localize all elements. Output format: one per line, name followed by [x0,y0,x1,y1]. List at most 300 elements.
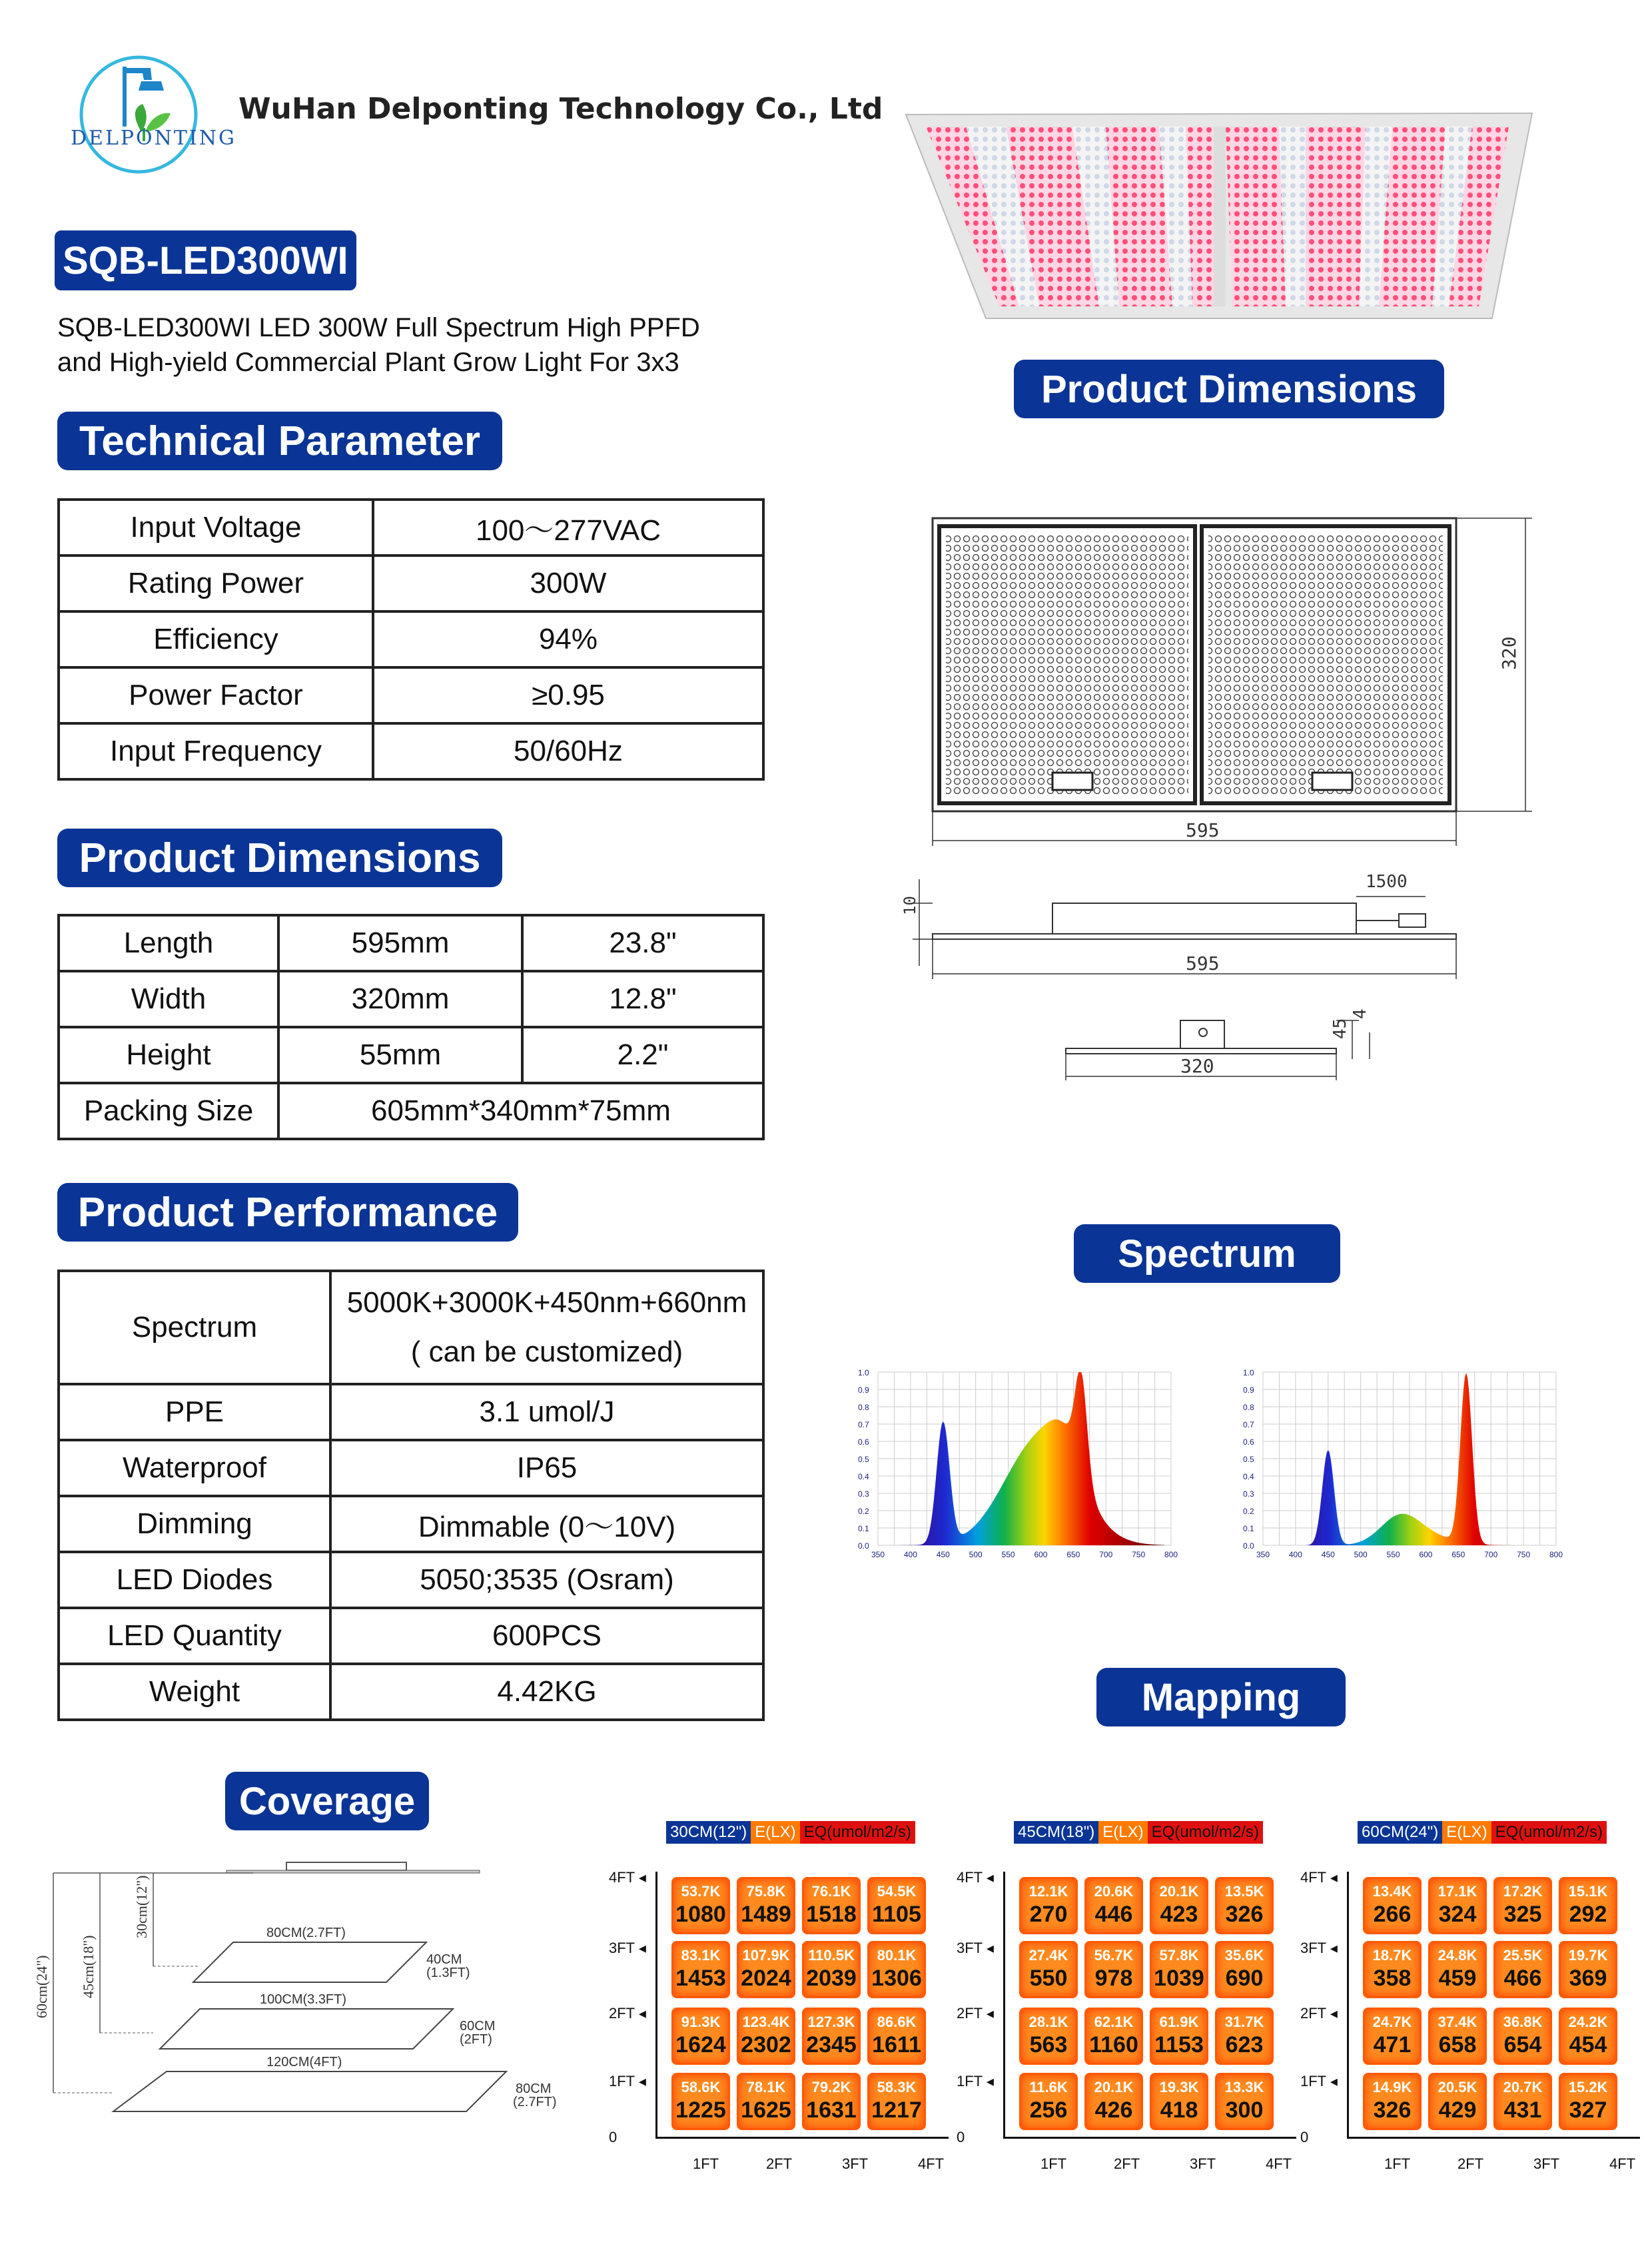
map-y-label: 3FT ◂ [1300,1940,1338,1956]
map-cell [867,1877,926,1934]
map-legend [666,1821,915,1844]
map-cell-lux: 86.6K [877,2014,917,2030]
map-cell-ppfd: 423 [1160,1902,1198,1927]
dim-label-side-height: 10 [901,896,919,915]
coverage-width-label: 40CM [426,1952,462,1967]
map-legend-eq: EQ(umol/m2/s) [1491,1821,1607,1844]
perf-label: PPE [59,1384,330,1440]
map-cell-ppfd: 1153 [1154,2032,1204,2057]
model-badge: SQB-LED300WI [55,230,356,290]
coverage-width-label: (2FT) [460,2032,492,2047]
map-cell [1084,2008,1143,2065]
map-cell-lux: 127.3K [807,2014,855,2030]
axis-tick-label: 0.2 [1243,1507,1254,1516]
map-cell [671,2073,730,2130]
map-cell-lux: 83.1K [681,1947,721,1964]
coverage-height-label: 45cm(18") [80,1935,97,1998]
map-cell-ppfd: 654 [1503,2032,1542,2057]
map-cell-ppfd: 623 [1225,2032,1264,2057]
map-x-label: 3FT [1190,2155,1216,2172]
map-cell-ppfd: 978 [1094,1966,1133,1991]
dim-packing: 605mm*340mm*75mm [278,1083,763,1139]
map-cell [1019,2073,1078,2130]
map-cell-lux: 15.1K [1568,1883,1608,1900]
axis-tick-label: 800 [1164,1550,1178,1559]
map-y-label: 0 [609,2129,618,2145]
spectrum-chart-full [838,1359,1184,1579]
axis-tick-label: 0.1 [858,1524,869,1533]
axis-tick-label: 0.5 [1243,1455,1254,1464]
section-title-performance: Product Performance [57,1183,518,1242]
map-cell-lux: 13.5K [1224,1883,1264,1900]
axis-tick-label: 350 [871,1550,885,1559]
map-cell-lux: 27.4K [1029,1947,1068,1964]
perf-value: IP65 [330,1440,763,1496]
map-legend-lx: E(LX) [1098,1821,1147,1844]
perf-label: Weight [59,1664,330,1720]
axis-tick-label: 650 [1451,1550,1465,1559]
map-legend [1358,1821,1607,1844]
map-cell [737,1877,795,1934]
axis-tick-label: 0.7 [858,1420,869,1429]
spectrum-chart-red [1223,1359,1569,1579]
dim-label-top-length: 595 [1186,819,1220,841]
map-cell-lux: 91.3K [681,2014,721,2030]
performance-table [57,1270,765,1721]
map-cell-ppfd: 431 [1503,2097,1542,2123]
map-x-label: 2FT [1114,2155,1140,2172]
axis-tick-label: 1.0 [858,1368,869,1377]
map-cell [1559,2073,1617,2130]
map-cell-lux: 123.4K [742,2014,790,2030]
dim-mm: 320mm [278,971,522,1027]
map-cell [1215,2008,1274,2065]
map-cell [1493,1941,1552,1998]
coverage-length-label: 100CM(3.3FT) [260,1992,347,2007]
perf-label: LED Quantity [59,1608,330,1664]
map-cell-ppfd: 270 [1029,1902,1068,1927]
map-cell-lux: 13.4K [1372,1883,1412,1900]
map-cell [802,1877,861,1934]
map-y-label: 4FT ◂ [957,1869,994,1886]
map-cell [1363,1877,1422,1934]
dim-label-side-length: 595 [1186,952,1220,974]
map-x-label: 2FT [1457,2155,1484,2172]
map-cell [1428,2008,1487,2065]
axis-tick-label: 800 [1549,1550,1563,1559]
map-cell-lux: 79.2K [811,2079,851,2095]
map-cell-ppfd: 1624 [675,2032,726,2057]
map-cell [867,2008,926,2065]
map-cell [671,2008,730,2065]
map-cell-ppfd: 563 [1029,2032,1068,2057]
map-cell [1493,1877,1552,1934]
coverage-width-label: 60CM [460,2019,496,2034]
map-cell-ppfd: 2345 [806,2032,857,2057]
map-x-label: 1FT [1040,2155,1067,2172]
map-cell-lux: 17.2K [1503,1883,1543,1900]
axis-tick-label: 0.2 [858,1507,869,1516]
map-cell-ppfd: 1611 [872,2032,921,2057]
map-cell-ppfd: 300 [1225,2097,1264,2123]
map-height: 60CM(24") [1358,1821,1442,1844]
map-y-axis [655,1872,657,2138]
param-value: 100～277VAC [373,500,763,556]
map-x-label: 2FT [766,2155,793,2172]
axis-tick-label: 0.6 [858,1437,869,1447]
map-cell-ppfd: 1039 [1154,1966,1204,1991]
dimension-drawing [901,506,1559,1112]
map-cell-ppfd: 446 [1094,1902,1133,1927]
description-line: SQB-LED300WI LED 300W Full Spectrum High PPFD [57,313,700,342]
technical-table [57,498,765,781]
axis-tick-label: 0.5 [858,1455,869,1464]
map-y-label: 4FT ◂ [609,1869,646,1886]
axis-tick-label: 0.6 [1243,1437,1254,1447]
perf-value: 5050;3535 (Osram) [330,1552,763,1608]
map-cell [1493,2073,1552,2130]
param-label: Input Frequency [59,723,373,779]
axis-tick-label: 750 [1132,1550,1146,1559]
map-cell-ppfd: 471 [1373,2032,1412,2057]
map-cell [1019,1877,1078,1934]
dim-label-end-h1: 45 [1330,1018,1350,1039]
axis-tick-label: 0.7 [1243,1420,1254,1429]
map-y-label: 2FT ◂ [609,2005,646,2022]
map-legend-lx: E(LX) [751,1821,799,1844]
param-label: Rating Power [59,556,373,611]
perf-value: Dimmable (0～10V) [330,1496,763,1552]
dim-label-top-width: 320 [1498,636,1520,670]
map-cell [867,2073,926,2130]
map-cell-lux: 80.1K [877,1947,917,1964]
map-cell-lux: 24.7K [1372,2014,1412,2030]
axis-tick-label: 0.8 [1243,1403,1254,1412]
map-cell [1150,2073,1208,2130]
dim-label-end-h2: 4 [1350,1008,1370,1019]
dim-label: Height [59,1027,278,1083]
map-cell-lux: 31.7K [1224,2014,1264,2030]
map-cell [737,2008,795,2065]
dim-inch: 12.8" [522,971,763,1027]
map-cell [1215,1877,1274,1934]
map-cell-ppfd: 466 [1503,1966,1542,1991]
section-title-mapping: Mapping [1096,1668,1346,1726]
map-y-axis [1347,1872,1349,2138]
map-legend-eq: EQ(umol/m2/s) [1148,1821,1263,1844]
map-cell-lux: 24.8K [1438,1947,1477,1964]
map-cell-ppfd: 1080 [675,1902,726,1927]
map-cell-lux: 14.9K [1372,2079,1412,2095]
map-x-label: 4FT [1266,2155,1292,2172]
section-title-spectrum: Spectrum [1074,1224,1340,1283]
logo-text: DELPONTING [71,127,236,150]
coverage-width-label: (2.7FT) [513,2095,557,2109]
map-cell [1215,1941,1274,1998]
param-label: Input Voltage [59,500,373,556]
axis-tick-label: 0.4 [858,1472,869,1481]
perf-spectrum-line: ( can be customized) [410,1335,683,1368]
map-cell [737,2073,795,2130]
map-cell-ppfd: 459 [1438,1966,1477,1991]
map-y-label: 4FT ◂ [1300,1869,1338,1886]
map-cell-ppfd: 292 [1569,1902,1607,1927]
map-cell [1363,2073,1422,2130]
map-x-label: 1FT [693,2155,719,2172]
dim-label: Length [59,915,278,971]
map-cell-lux: 58.3K [877,2079,917,2095]
map-cell-lux: 110.5K [808,1947,855,1964]
param-label: Power Factor [59,667,373,723]
axis-tick-label: 450 [1321,1550,1335,1559]
map-cell [1559,1877,1617,1934]
map-cell-lux: 24.2K [1568,2014,1608,2030]
map-cell [1150,1877,1208,1934]
axis-tick-label: 600 [1419,1550,1433,1559]
map-cell-ppfd: 1518 [806,1902,857,1927]
axis-tick-label: 0.3 [858,1489,869,1499]
axis-tick-label: 650 [1066,1550,1080,1559]
map-cell-ppfd: 1631 [806,2097,857,2123]
map-cell [1150,1941,1208,1998]
map-cell-lux: 20.1K [1094,2079,1134,2095]
map-cell-lux: 36.8K [1503,2014,1543,2030]
description-line: and High-yield Commercial Plant Grow Light For 3x3 [57,348,679,377]
map-cell-lux: 78.1K [746,2079,786,2095]
map-cell-ppfd: 326 [1225,1902,1264,1927]
map-cell [1428,1941,1487,1998]
map-x-axis [1347,2137,1640,2139]
map-x-label: 3FT [842,2155,869,2172]
section-title-coverage: Coverage [225,1772,429,1830]
map-y-axis [1003,1872,1005,2138]
map-cell-lux: 20.7K [1503,2079,1543,2095]
perf-label: Dimming [59,1496,330,1552]
axis-tick-label: 0.1 [1243,1524,1254,1533]
axis-tick-label: 450 [936,1550,950,1559]
map-cell-lux: 19.3K [1159,2079,1199,2095]
section-title-dimensions: Product Dimensions [57,829,502,887]
map-cell [1084,1877,1143,1934]
map-y-label: 1FT ◂ [1300,2073,1338,2089]
map-cell-ppfd: 454 [1569,2032,1607,2057]
dim-inch: 23.8" [522,915,763,971]
map-cell [671,1941,730,1998]
map-cell-ppfd: 658 [1438,2032,1477,2057]
map-cell [671,1877,730,1934]
coverage-height-label: 60cm(24") [33,1955,50,2018]
map-cell-lux: 28.1K [1029,2014,1068,2030]
map-height: 30CM(12") [666,1821,751,1844]
map-x-label: 4FT [918,2155,945,2172]
map-cell [802,2008,861,2065]
param-value: 94% [373,611,763,667]
map-x-axis [655,2137,949,2139]
map-cell-lux: 35.6K [1224,1947,1264,1964]
map-y-label: 3FT ◂ [609,1940,646,1956]
coverage-height-label: 30cm(12") [133,1875,150,1938]
map-cell-lux: 53.7K [681,1883,721,1900]
map-cell-lux: 56.7K [1094,1947,1134,1964]
map-cell [802,2073,861,2130]
map-cell [1084,1941,1143,1998]
product-description [57,310,700,380]
param-label: Efficiency [59,611,373,667]
map-cell-lux: 58.6K [681,2079,721,2095]
dim-label: Width [59,971,278,1027]
map-cell-ppfd: 690 [1225,1966,1264,1991]
map-cell-lux: 20.5K [1438,2079,1477,2095]
map-cell-ppfd: 2039 [806,1966,857,1991]
map-legend-lx: E(LX) [1442,1821,1491,1844]
axis-tick-label: 600 [1034,1550,1048,1559]
axis-tick-label: 0.0 [1243,1541,1254,1551]
axis-tick-label: 350 [1256,1550,1270,1559]
map-cell-ppfd: 358 [1373,1966,1412,1991]
map-cell-lux: 12.1K [1029,1883,1068,1900]
map-cell-ppfd: 1217 [871,2097,922,2123]
map-cell [1150,2008,1208,2065]
param-value: 300W [373,556,763,611]
map-cell-lux: 57.8K [1159,1947,1199,1964]
map-y-label: 2FT ◂ [1300,2005,1338,2022]
map-cell-ppfd: 266 [1373,1902,1412,1927]
axis-tick-label: 0.3 [1243,1489,1254,1499]
axis-tick-label: 700 [1484,1550,1498,1559]
map-cell-ppfd: 1625 [741,2097,791,2123]
map-cell-ppfd: 1105 [872,1902,921,1927]
company-name: WuHan Delponting Technology Co., Ltd [238,92,883,126]
map-cell-lux: 62.1K [1094,2014,1134,2030]
axis-tick-label: 550 [1386,1550,1400,1559]
perf-value: 4.42KG [330,1664,763,1720]
axis-tick-label: 0.0 [858,1541,869,1551]
map-cell-lux: 20.1K [1159,1883,1199,1900]
coverage-width-label: (1.3FT) [426,1966,470,1980]
map-cell [802,1941,861,1998]
map-cell-lux: 20.6K [1094,1883,1134,1900]
map-y-label: 0 [957,2129,965,2145]
map-cell [1019,2008,1078,2065]
map-x-label: 3FT [1533,2155,1560,2172]
dim-inch: 2.2" [522,1027,763,1083]
map-cell-lux: 61.9K [1159,2014,1199,2030]
perf-value: 600PCS [330,1608,763,1664]
coverage-diagram [27,1852,593,2118]
map-cell [1019,1941,1078,1998]
map-cell-ppfd: 418 [1160,2097,1198,2123]
map-cell [1363,2008,1422,2065]
param-value: ≥0.95 [373,667,763,723]
map-x-axis [1003,2137,1296,2139]
map-cell [1084,2073,1143,2130]
map-cell-lux: 19.7K [1568,1947,1608,1964]
logo [64,53,236,180]
axis-tick-label: 0.4 [1243,1472,1254,1481]
map-cell-lux: 11.6K [1029,2079,1068,2095]
map-cell-ppfd: 327 [1569,2097,1607,2123]
map-cell-ppfd: 426 [1094,2097,1133,2123]
coverage-length-label: 80CM(2.7FT) [266,1926,346,1940]
map-cell-ppfd: 1225 [675,2097,726,2123]
param-value: 50/60Hz [373,723,763,779]
section-title-technical: Technical Parameter [57,412,502,470]
map-cell-ppfd: 256 [1029,2097,1068,2123]
axis-tick-label: 400 [1288,1550,1302,1559]
map-cell-ppfd: 324 [1438,1902,1477,1927]
map-cell [1428,1877,1487,1934]
map-cell-lux: 54.5K [877,1883,917,1900]
map-cell-ppfd: 1489 [741,1902,791,1927]
perf-value: 3.1 umol/J [330,1384,763,1440]
map-y-label: 1FT ◂ [609,2073,646,2089]
map-legend [1014,1821,1263,1844]
axis-tick-label: 500 [969,1550,983,1559]
map-cell-lux: 25.5K [1503,1947,1543,1964]
map-cell [1428,2073,1487,2130]
map-cell-ppfd: 1306 [871,1966,922,1991]
map-cell [1559,2008,1617,2065]
map-cell-lux: 75.8K [746,1883,786,1900]
map-cell [1215,2073,1274,2130]
map-cell [1363,1941,1422,1998]
perf-label: Spectrum [59,1271,330,1384]
map-cell-ppfd: 550 [1029,1966,1068,1991]
map-cell-lux: 17.1K [1438,1883,1477,1900]
map-y-label: 0 [1300,2129,1309,2145]
map-height: 45CM(18") [1014,1821,1098,1844]
map-cell [867,1941,926,1998]
map-y-label: 1FT ◂ [957,2073,994,2089]
map-cell-ppfd: 2302 [741,2032,791,2057]
axis-tick-label: 700 [1099,1550,1113,1559]
map-cell-ppfd: 1160 [1089,2032,1138,2057]
axis-tick-label: 400 [903,1550,917,1559]
map-cell-ppfd: 369 [1569,1966,1607,1991]
map-cell [1559,1941,1617,1998]
axis-tick-label: 500 [1354,1550,1368,1559]
map-cell [1493,2008,1552,2065]
dimensions-table [57,914,765,1140]
map-cell-ppfd: 326 [1373,2097,1412,2123]
map-cell-lux: 107.9K [742,1947,790,1964]
map-legend-eq: EQ(umol/m2/s) [800,1821,915,1844]
coverage-width-label: 80CM [516,2081,552,2096]
map-cell-lux: 13.3K [1224,2079,1264,2095]
map-cell [737,1941,795,1998]
map-x-label: 1FT [1384,2155,1411,2172]
map-cell-lux: 37.4K [1438,2014,1477,2030]
dim-mm: 595mm [278,915,522,971]
perf-label: Waterproof [59,1440,330,1496]
product-photo [906,107,1532,326]
axis-tick-label: 550 [1001,1550,1015,1559]
section-title-dimensions-right: Product Dimensions [1014,360,1444,418]
map-cell-lux: 15.2K [1568,2079,1608,2095]
perf-label: LED Diodes [59,1552,330,1608]
dim-label-end-width: 320 [1180,1055,1214,1077]
axis-tick-label: 0.9 [858,1385,869,1395]
map-x-label: 4FT [1609,2155,1636,2172]
dim-mm: 55mm [278,1027,522,1083]
map-cell-lux: 76.1K [811,1883,851,1900]
map-cell-ppfd: 325 [1503,1902,1542,1927]
axis-tick-label: 0.8 [858,1403,869,1412]
map-cell-ppfd: 1453 [675,1966,726,1991]
map-cell-ppfd: 429 [1438,2097,1477,2123]
axis-tick-label: 750 [1517,1550,1531,1559]
spectrum-curve [1282,1373,1549,1545]
